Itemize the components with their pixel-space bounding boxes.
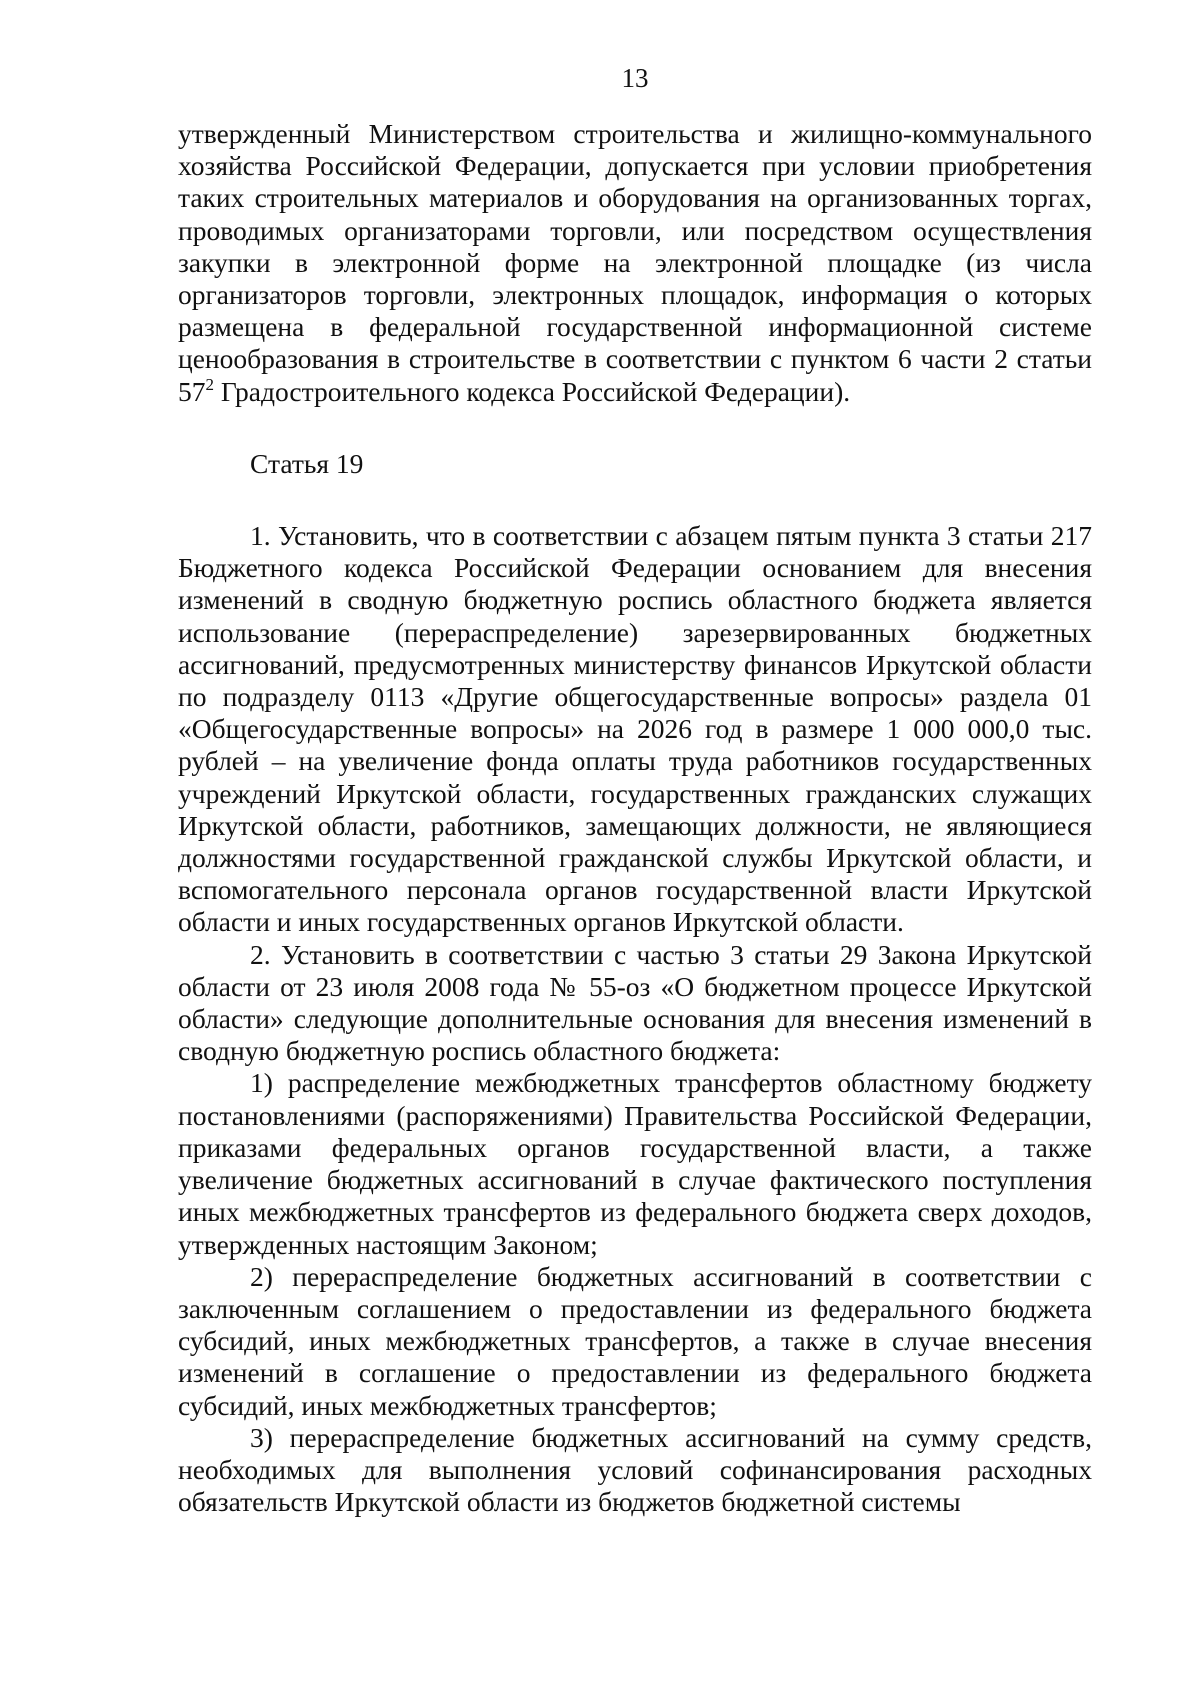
paragraph-intro-text: утвержденный Министерством строительства и жилищно-коммунального хозяйства Российской Федерации, допускается при условии приобретения таких строительных материалов и оборудования на организованных торгах, проводимых организаторами торговли, или посредством осуществления закупки в электронной форме на электронной площадке (из числа организаторов торговли, электронных площадок, информация о которых размещена в федеральной государственной информационной системе ценообразования в строительстве в соответствии с пунктом 6 части 2 статьи 57 bbox=[178, 118, 1092, 407]
superscript: 2 bbox=[205, 374, 214, 394]
page-number: 13 bbox=[621, 63, 649, 93]
paragraph-intro-text-end: Градостроительного кодекса Российской Федерации). bbox=[214, 375, 851, 407]
paragraph-item-1: 1. Установить, что в соответствии с абзацем пятым пункта 3 статьи 217 Бюджетного кодекса Российской Федерации основанием для внесения изменений в сводную бюджетную роспись областного бюджета является использование (перераспределение) зарезервированных бюджетных ассигнований, предусмотренных министерству финансов Иркутской области по подразделу 0113 «Другие общегосударственные вопросы» раздела 01 «Общегосударственные вопросы» на 2026 год в размере 1 000 000,0 тыс. рублей – на увеличение фонда оплаты труда работников государственных учреждений Иркутской области, государственных гражданских служащих Иркутской области, работников, замещающих должности, не являющиеся должностями государственной гражданской службы Иркутской области, и вспомогательного персонала органов государственной власти Иркутской области и иных государственных органов Иркутской области. bbox=[178, 520, 1092, 938]
paragraph-item-2: 2. Установить в соответствии с частью 3 статьи 29 Закона Иркутской области от 23 июля 2008 года № 55-оз «О бюджетном процессе Иркутской области» следующие дополнительные основания для внесения изменений в сводную бюджетную роспись областного бюджета: bbox=[178, 938, 1092, 1067]
document-page bbox=[178, 0, 1092, 1695]
article-heading: Статья 19 bbox=[250, 447, 364, 479]
document-body bbox=[178, 118, 1092, 1518]
paragraph-intro bbox=[178, 118, 1092, 408]
subparagraph-3: 3) перераспределение бюджетных ассигнований на сумму средств, необходимых для выполнения условий софинансирования расходных обязательств Иркутской области из бюджетов бюджетной системы bbox=[178, 1421, 1092, 1518]
subparagraph-2: 2) перераспределение бюджетных ассигнований в соответствии с заключенным соглашением о предоставлении из федерального бюджета субсидий, иных межбюджетных трансфертов, а также в случае внесения изменений в соглашение о предоставлении из федерального бюджета субсидий, иных межбюджетных трансфертов; bbox=[178, 1260, 1092, 1421]
subparagraph-1: 1) распределение межбюджетных трансфертов областному бюджету постановлениями (распоряжениями) Правительства Российской Федерации, приказами федеральных органов государственной власти, а также увеличение бюджетных ассигнований в случае фактического поступления иных межбюджетных трансфертов из федерального бюджета сверх доходов, утвержденных настоящим Законом; bbox=[178, 1067, 1092, 1260]
